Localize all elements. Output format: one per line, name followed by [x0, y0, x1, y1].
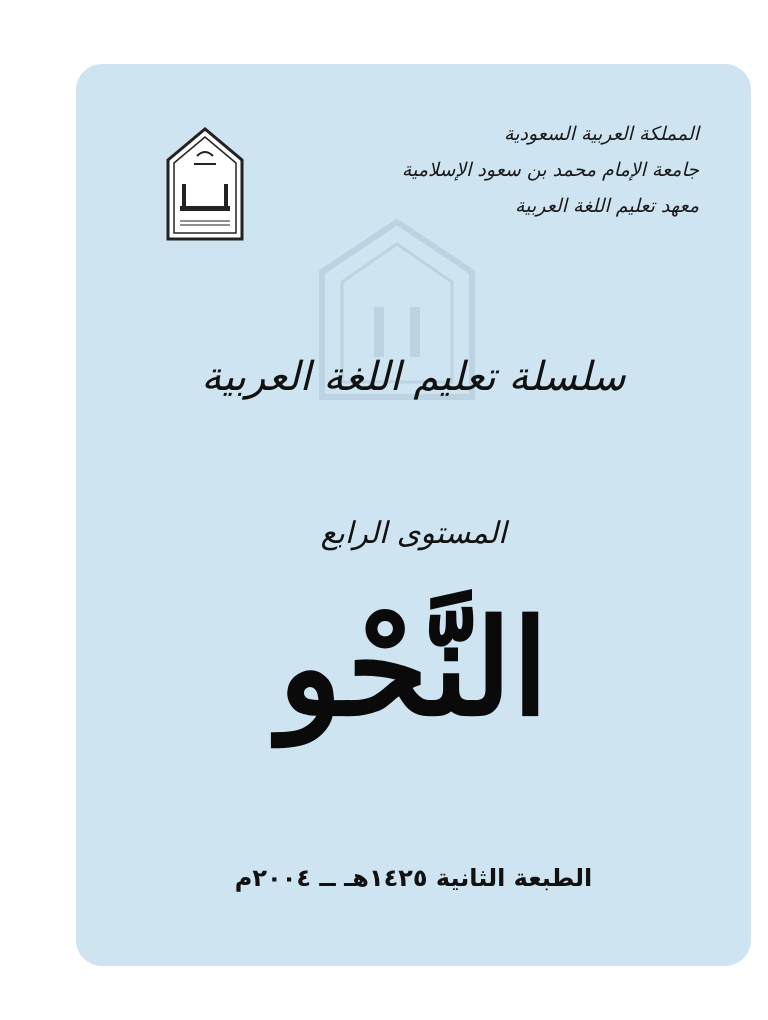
university-emblem: [164, 126, 246, 242]
institute-name: معهد تعليم اللغة العربية: [515, 195, 699, 217]
subject-title: النَّحْو: [278, 591, 549, 746]
university-name: جامعة الإمام محمد بن سعود الإسلامية: [401, 159, 699, 181]
level-title: المستوى الرابع: [320, 516, 507, 551]
institution-header: [379, 116, 699, 224]
edition-line: الطبعة الثانية ١٤٢٥هـ ــ ٢٠٠٤م: [234, 864, 593, 892]
book-cover: [76, 64, 751, 966]
country-name: المملكة العربية السعودية: [504, 123, 699, 145]
series-title: سلسلة تعليم اللغة العربية: [201, 354, 626, 400]
university-logo-icon: [164, 126, 246, 242]
